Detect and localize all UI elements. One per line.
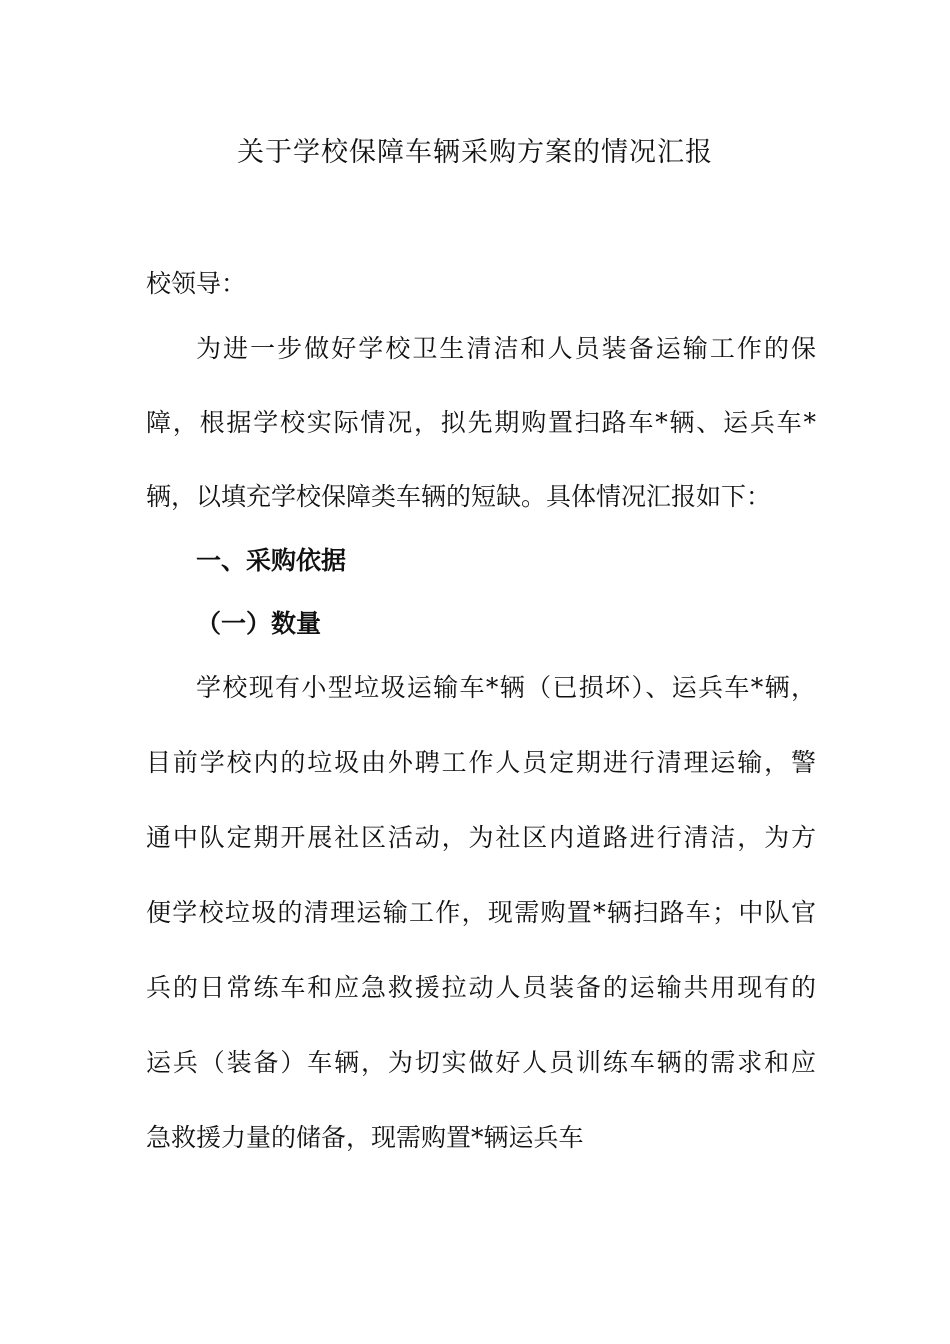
intro-line-2: 障，根据学校实际情况，拟先期购置扫路车*辆、运兵车* <box>146 408 816 437</box>
document-title: 关于学校保障车辆采购方案的情况汇报 <box>237 137 713 168</box>
body-line-1: 学校现有小型垃圾运输车*辆（已损坏）、运兵车*辆， <box>196 673 816 702</box>
body-line-2: 目前学校内的垃圾由外聘工作人员定期进行清理运输，警 <box>146 748 816 777</box>
intro-line-3: 辆，以填充学校保障类车辆的短缺。具体情况汇报如下： <box>146 482 772 511</box>
section-heading: 一、采购依据 <box>196 546 347 575</box>
subsection-heading: （一）数量 <box>196 609 322 638</box>
body-line-5: 兵的日常练车和应急救援拉动人员装备的运输共用现有的 <box>146 973 816 1002</box>
body-line-3: 通中队定期开展社区活动，为社区内道路进行清洁，为方 <box>146 823 816 852</box>
salutation: 校领导： <box>146 269 247 298</box>
body-line-6: 运兵（装备）车辆，为切实做好人员训练车辆的需求和应 <box>146 1048 816 1077</box>
intro-line-1: 为进一步做好学校卫生清洁和人员装备运输工作的保 <box>196 334 816 363</box>
body-line-4: 便学校垃圾的清理运输工作，现需购置*辆扫路车；中队官 <box>146 898 816 927</box>
body-line-7: 急救援力量的储备，现需购置*辆运兵车 <box>146 1123 584 1152</box>
